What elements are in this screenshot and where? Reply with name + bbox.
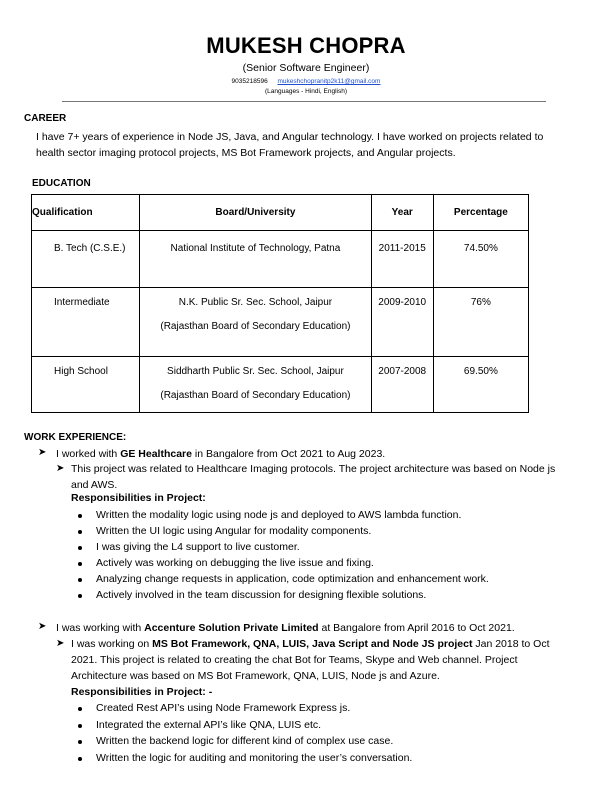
list-item: Written the logic for auditing and monitoring the user’s conversation. bbox=[96, 752, 413, 764]
bullet-dot-icon bbox=[78, 740, 82, 744]
percentage-cell: 76% bbox=[470, 297, 491, 308]
board-cell: N.K. Public Sr. Sec. School, Jaipur bbox=[178, 297, 333, 308]
job-entry-ge bbox=[56, 446, 385, 462]
project-description bbox=[71, 636, 550, 684]
table-row bbox=[32, 231, 529, 288]
company-name: GE Healthcare bbox=[120, 448, 192, 460]
bullet-dot-icon bbox=[78, 562, 82, 566]
bullet-dot-icon bbox=[78, 514, 82, 518]
board-cell-sub: (Rajasthan Board of Secondary Education) bbox=[160, 321, 351, 332]
responsibilities-heading: Responsibilities in Project: bbox=[71, 492, 206, 504]
year-cell: 2011-2015 bbox=[378, 243, 426, 254]
bullet-dot-icon bbox=[78, 707, 82, 711]
list-item: Actively involved in the team discussion for designing flexible solutions. bbox=[96, 589, 427, 601]
project-line: Architecture was based on MS Bot Framework, QNA, LUIS, Node js and Azure. bbox=[71, 670, 440, 682]
responsibilities-heading: Responsibilities in Project: - bbox=[71, 686, 213, 698]
table-row bbox=[32, 357, 529, 413]
board-cell: National Institute of Technology, Patna bbox=[170, 243, 341, 254]
candidate-name: MUKESH CHOPRA bbox=[206, 33, 406, 58]
job-title: (Senior Software Engineer) bbox=[242, 62, 370, 74]
career-line: I have 7+ years of experience in Node JS, Java, and Angular technology. I have worked on projects related to bbox=[36, 131, 544, 143]
year-cell: 2007-2008 bbox=[378, 366, 427, 377]
bullet-dot-icon bbox=[78, 578, 82, 582]
list-item: Written the modality logic using node js and deployed to AWS lambda function. bbox=[96, 509, 462, 521]
percentage-cell: 69.50% bbox=[463, 366, 498, 377]
job-text: at Bangalore from April 2016 to Oct 2021. bbox=[318, 622, 515, 634]
bullet-dot-icon bbox=[78, 594, 82, 598]
board-cell-sub: (Rajasthan Board of Secondary Education) bbox=[160, 390, 351, 401]
arrow-bullet-icon: ➤ bbox=[56, 638, 65, 649]
table-row bbox=[32, 288, 529, 357]
education-table bbox=[31, 194, 529, 413]
job-text: in Bangalore from Oct 2021 to Aug 2023. bbox=[192, 448, 386, 460]
company-name: Accenture Solution Private Limited bbox=[144, 622, 319, 634]
qualification-cell: High School bbox=[54, 366, 108, 377]
education-heading: EDUCATION bbox=[32, 178, 91, 189]
column-header: Qualification bbox=[32, 195, 140, 231]
bullet-dot-icon bbox=[78, 757, 82, 761]
project-line: 2021. This project is related to creating the chat Bot for Teams, Skype and Web channel. Project bbox=[71, 654, 518, 666]
email-link[interactable]: mukeshchopranitp2k11@gmail.com bbox=[277, 78, 381, 85]
list-item: Written the backend logic for different kind of complex use case. bbox=[96, 735, 394, 747]
board-cell: Siddharth Public Sr. Sec. School, Jaipur bbox=[167, 366, 344, 377]
career-line: health sector imaging protocol projects, MS Bot Framework projects, and Angular projects. bbox=[36, 147, 456, 159]
job-text: I worked with bbox=[56, 448, 121, 460]
work-experience-heading: WORK EXPERIENCE: bbox=[24, 432, 127, 443]
job-entry-accenture bbox=[56, 620, 515, 636]
list-item: Integrated the external API’s like QNA, LUIS etc. bbox=[96, 719, 322, 731]
contact-line bbox=[0, 78, 612, 85]
header-divider bbox=[62, 101, 546, 102]
bullet-dot-icon bbox=[78, 546, 82, 550]
year-cell: 2009-2010 bbox=[378, 297, 427, 308]
project-technologies: MS Bot Framework, QNA, LUIS, Java Script and Node JS project bbox=[152, 638, 473, 650]
column-header: Percentage bbox=[433, 195, 528, 231]
project-text: Jan 2018 to Oct bbox=[472, 638, 550, 650]
column-header: Board/University bbox=[140, 195, 371, 231]
qualification-cell: B. Tech (C.S.E.) bbox=[54, 243, 126, 254]
qualification-cell: Intermediate bbox=[54, 297, 110, 308]
project-line: and AWS. bbox=[71, 479, 118, 491]
languages: (Languages - Hindi, English) bbox=[264, 88, 348, 95]
table-header-row bbox=[32, 195, 529, 231]
job-text: I was working with bbox=[56, 622, 145, 634]
list-item: Written the UI logic using Angular for modality components. bbox=[96, 525, 372, 537]
column-header: Year bbox=[371, 195, 433, 231]
list-item: Actively was working on debugging the live issue and fixing. bbox=[96, 557, 374, 569]
phone-number: 9035218596 bbox=[231, 78, 268, 85]
project-line bbox=[71, 636, 550, 652]
list-item: I was giving the L4 support to live customer. bbox=[96, 541, 300, 553]
arrow-bullet-icon: ➤ bbox=[56, 463, 65, 474]
project-line: This project was related to Healthcare Imaging protocols. The project architecture was based on Node js bbox=[71, 463, 556, 475]
list-item: Analyzing change requests in application, code optimization and enhancement work. bbox=[96, 573, 489, 585]
list-item: Created Rest API’s using Node Framework Express js. bbox=[96, 702, 351, 714]
arrow-bullet-icon: ➤ bbox=[38, 621, 47, 632]
project-description bbox=[71, 461, 555, 493]
bullet-dot-icon bbox=[78, 530, 82, 534]
career-summary bbox=[36, 129, 543, 161]
project-text: I was working on bbox=[71, 638, 153, 650]
career-heading: CAREER bbox=[24, 113, 67, 124]
percentage-cell: 74.50% bbox=[463, 243, 498, 254]
arrow-bullet-icon: ➤ bbox=[38, 447, 47, 458]
bullet-dot-icon bbox=[78, 724, 82, 728]
